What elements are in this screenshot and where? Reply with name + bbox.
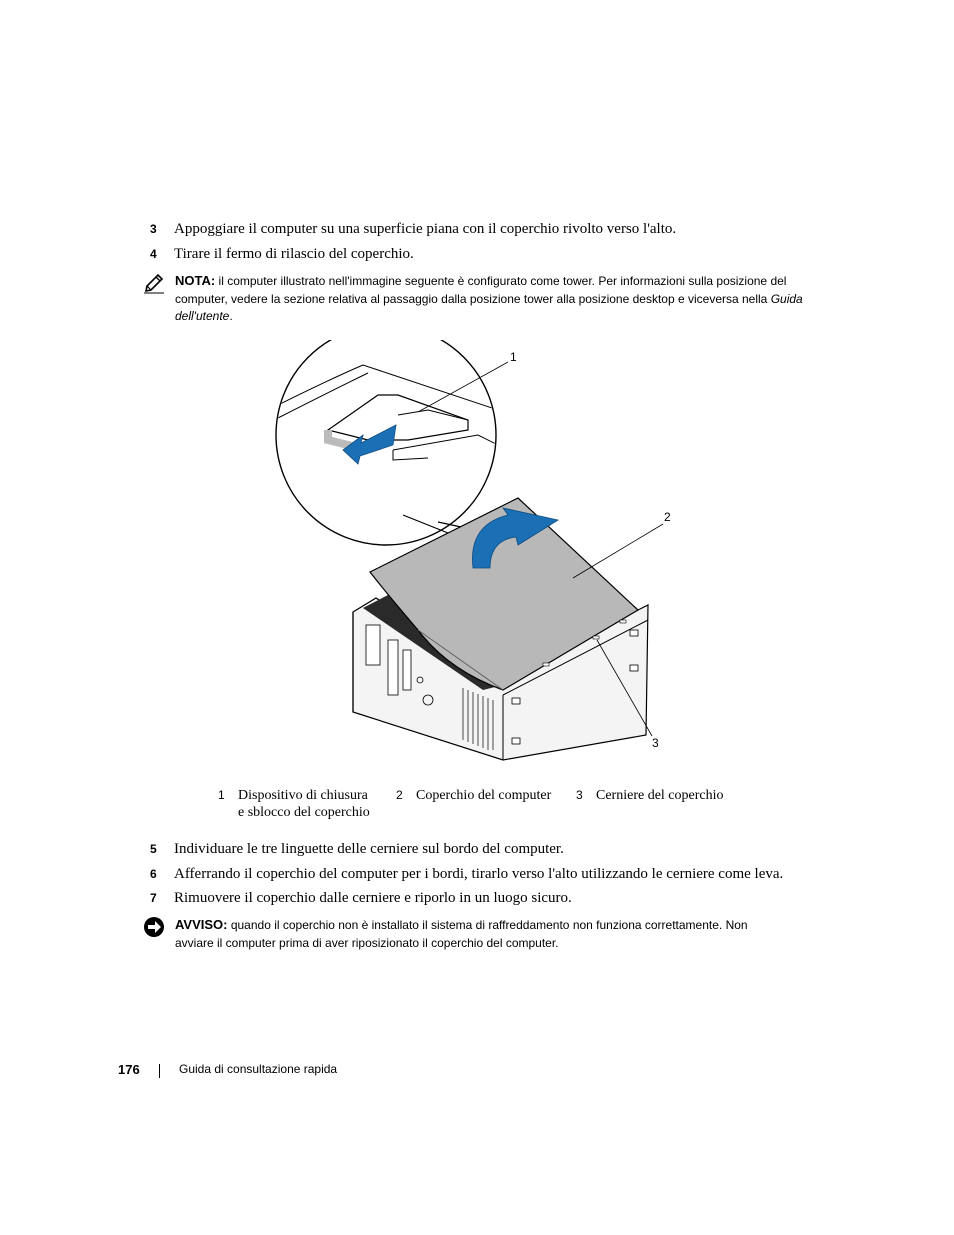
notice-arrow-icon — [143, 916, 165, 938]
callout-2: 2 — [664, 510, 671, 524]
legend-text — [238, 787, 370, 821]
step-text: Rimuovere il coperchio dalle cerniere e riporlo in un luogo sicuro. — [174, 890, 572, 906]
computer-cover-illustration — [268, 340, 698, 770]
note-italic-ref: Guida dell'utente — [175, 291, 803, 323]
step-text: Afferrando il coperchio del computer per i bordi, tirarlo verso l'alto utilizzando le cerniere come leva. — [174, 866, 784, 882]
step-text: Appoggiare il computer su una superficie piana con il coperchio rivolto verso l'alto. — [174, 221, 677, 237]
page-number: 176 — [118, 1062, 140, 1077]
callout-1: 1 — [510, 350, 517, 364]
note-end: . — [229, 309, 233, 323]
step-text: Individuare le tre linguette delle cerniere sul bordo del computer. — [174, 841, 564, 857]
notice-body: quando il coperchio non è installato il sistema di raffreddamento non funziona correttamente. Non avviare il computer prima di aver riposizionato il coperchio del computer. — [175, 918, 748, 950]
footer-divider — [159, 1064, 160, 1078]
step-text: Tirare il fermo di rilascio del coperchio. — [174, 246, 414, 262]
legend-number: 3 — [576, 788, 583, 802]
step-number: 7 — [150, 891, 157, 905]
step-number: 3 — [150, 222, 157, 236]
legend-text: Coperchio del computer — [416, 788, 552, 803]
callout-3: 3 — [652, 736, 659, 750]
notice-text — [175, 916, 775, 952]
legend-text: Cerniere del coperchio — [596, 788, 724, 803]
footer-title: Guida di consultazione rapida — [179, 1062, 338, 1076]
legend-number: 2 — [396, 788, 403, 802]
notice-label: AVVISO: — [175, 917, 228, 932]
legend-line: Dispositivo di chiusura — [238, 788, 368, 803]
step-number: 4 — [150, 247, 157, 261]
step-number: 6 — [150, 867, 157, 881]
legend-line: e sblocco del coperchio — [238, 805, 370, 820]
note-label: NOTA: — [175, 273, 216, 288]
step-number: 5 — [150, 842, 157, 856]
note-text — [175, 272, 815, 326]
pencil-note-icon — [143, 272, 165, 294]
legend-number: 1 — [218, 788, 225, 802]
note-body: il computer illustrato nell'immagine seguente è configurato come tower. Per informazioni sulla posizione del computer, vedere la sezione relativa al passaggio dalla posizione tower alla posizione desktop e viceversa nella — [175, 274, 787, 306]
